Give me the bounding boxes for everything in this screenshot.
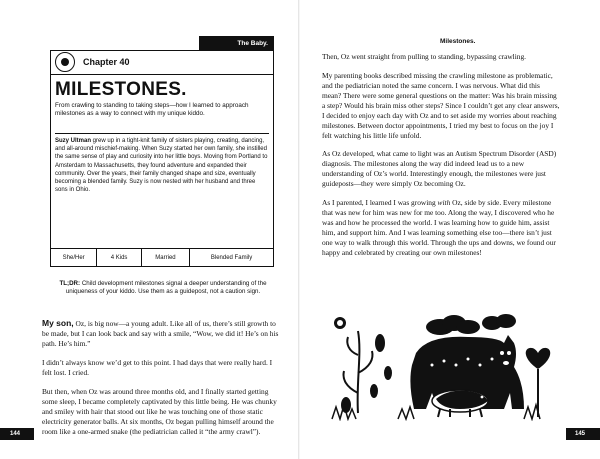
bio-text: grew up in a tight-knit family of sisters playing, creating, dancing, and all-around mischief-making. When Suzy started her own family, she instilled the same sense of play and curiosity into her little boys. Moving from Portland to Amsterdam to Massachusetts, they found adventure and expanded their community. Over the years, their family changed shape and size, eventually becoming a blended family. Suzy is now nested with her husband and three sons in Ohio. [55, 138, 268, 194]
chapter-label: Chapter 40 [83, 57, 130, 67]
heart-icon [526, 348, 551, 417]
left-body-text [42, 318, 280, 446]
paragraph [322, 198, 560, 258]
running-head: Milestones. [440, 38, 476, 45]
paragraph: As Oz developed, what came to light was an Autism Spectrum Disorder (ASD) diagnosis. The milestones along the way did indeed lead us to a new understanding of Oz’s world. Interestingly enough, the milestones were just guideposts—they were simply Oz becoming Oz. [322, 149, 557, 188]
paragraph: My parenting books described missing the crawling milestone as problematic, and the pediatrician noted the same concern. I was nervous. What did this mean? There were some general questions on the matter: Was his brain missing a step? Would his brain miss other steps? Since I couldn’t get any clear answers, I decided to enjoy each day with Oz and to set aside my worries about reaching milestones. Between doctor appointments, I tried my best to focus on the joy I felt watching his little life unfold. [322, 70, 560, 140]
page-number-left: 144 [0, 428, 34, 440]
tag-family: Blended Family [210, 254, 253, 261]
paragraph-text: As I parented, I learned I was growing [322, 197, 438, 207]
tldr-text: Child development milestones signal a deeper understanding of the uniqueness of your kiddo. Use them as a guidepost, not a caution sign. [65, 280, 267, 296]
paragraph-text: Oz, side by side. Every milestone that was new for him was new for me too. Along the way, I discovered who he was and how he processed the world. I was learning how to guide him, assist him, and support him. And I was learning something else too—there isn’t just one way to walk through this world. Through the ups and downs, we found our happy and celebrated by creating our own milestones! [322, 197, 556, 257]
divider [55, 133, 269, 134]
paragraph: But then, when Oz was around three months old, and I finally started getting some sleep, I became completely captivated by this little being. He was chunky and smiley with hair that stood out like he was touching one of those static electricity generator balls. At six months, Oz began pulling himself around the room like a one-armed snake (the pediatrician called it “the army crawl”). [42, 387, 277, 436]
chapter-row [51, 51, 273, 73]
chapter-intro: From crawling to standing to taking steps—how I learned to approach milestones as a way to connect with my unique kiddo. [55, 102, 249, 118]
author-name: Suzy Ultman [55, 138, 92, 144]
right-body-text [322, 52, 560, 266]
chapter-title: MILESTONES. [55, 79, 187, 100]
section-tab: The Baby. [199, 36, 274, 50]
chapter-card [50, 50, 274, 267]
author-bio [55, 137, 269, 194]
lead-in: My son, [42, 318, 74, 328]
paragraph: Then, Oz went straight from pulling to standing, bypassing crawling. [322, 52, 527, 61]
tag-kids: 4 Kids [97, 249, 141, 266]
author-tags [51, 248, 273, 266]
tag-pronouns: She/Her [51, 249, 97, 266]
paragraph [42, 318, 280, 349]
emphasis: with [437, 197, 451, 207]
paragraph: I didn’t always know we’d get to this point. I had days that were really hard. I felt lost. I cried. [42, 358, 273, 377]
tldr-label: TL;DR: [59, 280, 81, 287]
baby-bear-icon [432, 390, 488, 417]
book-gutter [298, 0, 300, 459]
tag-married: Married [142, 249, 190, 266]
page-number-right: 145 [566, 428, 600, 440]
tldr-box [58, 280, 268, 297]
divider [51, 74, 273, 75]
sun-icon [334, 317, 346, 329]
cloud-icon [426, 314, 516, 335]
bear-family-illustration [328, 313, 560, 421]
chapter-badge-icon [55, 52, 75, 72]
paragraph-text: Oz, is big now—a young adult. Like all of us, there’s still growth to be made, but I can look back and say with a smile, “Wow, we did it! He’s on his path. He’s him.” [42, 319, 279, 348]
